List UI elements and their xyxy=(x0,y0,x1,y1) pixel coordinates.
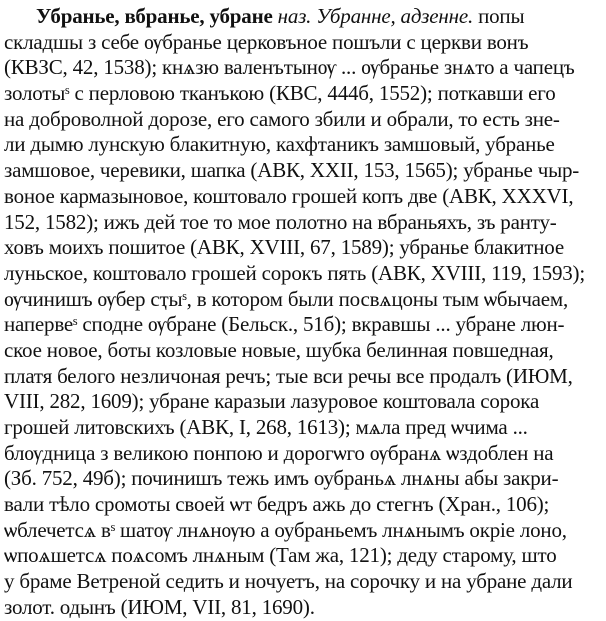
entry-headword: Убранье, вбранье, убране xyxy=(36,4,273,28)
entry-line-15: платя белого незличоная речъ; тые вси речы все продалъ (ИЮМ, xyxy=(4,363,573,388)
entry-line-13: напервеˢ сподне ѹбране (Бельск., 51б); вкравшы ... убране люн- xyxy=(4,312,565,337)
entry-line-9: 152, 1582); ижъ дей тое то мое полотно на вбраньяхъ, зъ ранту- xyxy=(4,209,557,234)
entry-grammar-note: наз. Убранне, адзенне. xyxy=(277,4,473,28)
entry-line-1 xyxy=(4,4,604,30)
entry-line-24: золот. одынъ (ИЮМ, VII, 81, 1690). xyxy=(4,594,315,619)
dictionary-entry xyxy=(4,4,604,621)
entry-line-23: у браме Ветреной седить и ночуетъ, на сорочку и на убране дали xyxy=(4,569,573,594)
entry-line-8: воное кармазыновое, коштовало грошей копъ две (АВК, XXXVI, xyxy=(4,183,574,208)
entry-line-5: на доброволной дорозе, его самого збили и обрали, то есть зне- xyxy=(4,106,560,131)
entry-line-21: ѡблечетсѧ вˢ шатѹ лнѧнѹю а оубраньемъ лнѧнымъ окріе лоно, xyxy=(4,517,567,542)
entry-line-20: вали тѣло сромоты своей ѡт бедръ ажь до стегнъ (Хран., 106); xyxy=(4,492,550,517)
entry-line-19: (Зб. 752, 49б); починишъ тежь имъ оубраньѧ лнѧны абы закри- xyxy=(4,466,559,491)
entry-line-12: ѹчинишъ ѹбер сҭыˢ, в котором были посвѧцоны тым ѡбычаем, xyxy=(4,286,569,311)
entry-line-7: замшовое, черевики, шапка (АВК, XXII, 153, 1565); убранье чыр- xyxy=(4,158,580,183)
entry-line-10: ховъ моихъ пошитое (АВК, XVIII, 67, 1589); убранье блакитное xyxy=(4,235,564,260)
entry-line-11: луньское, коштовало грошей сорокъ пять (АВК, XVIII, 119, 1593); xyxy=(4,260,585,285)
entry-line-3: (КВЗС, 42, 1538); кнѧзю валенътынѹ ... ѹбранье знѧто а чапецъ xyxy=(4,55,575,80)
entry-line-6: ли дымю лунскую блакитную, кахфтаникъ замшовый, убранье xyxy=(4,132,555,157)
entry-line-4: золотыˢ с перловою тканъкою (КВС, 444б, 1552); поткавши его xyxy=(4,81,556,106)
entry-line-14: ское новое, боты козловые новые, шубка белинная повшедная, xyxy=(4,337,554,362)
entry-line-16: VIII, 282, 1609); убране каразыи лазуровое коштовала сорока xyxy=(4,389,540,414)
entry-line-17: грошей литовскихъ (АВК, I, 268, 1613); мѧла пред ѡчима ... xyxy=(4,415,528,439)
entry-line-2: складшы з себе ѹбранье церковъное пошъли с церкви вонъ xyxy=(4,29,529,54)
entry-line-22: ѡпоѧшетсѧ поѧсомъ лнѧным (Там жа, 121); деду старому, што xyxy=(4,543,557,568)
entry-text: попы xyxy=(478,4,525,28)
entry-line-18: блѹдница з великою понпою и дорогѡго ѹбранѧ ѡздоблен на xyxy=(4,440,554,465)
